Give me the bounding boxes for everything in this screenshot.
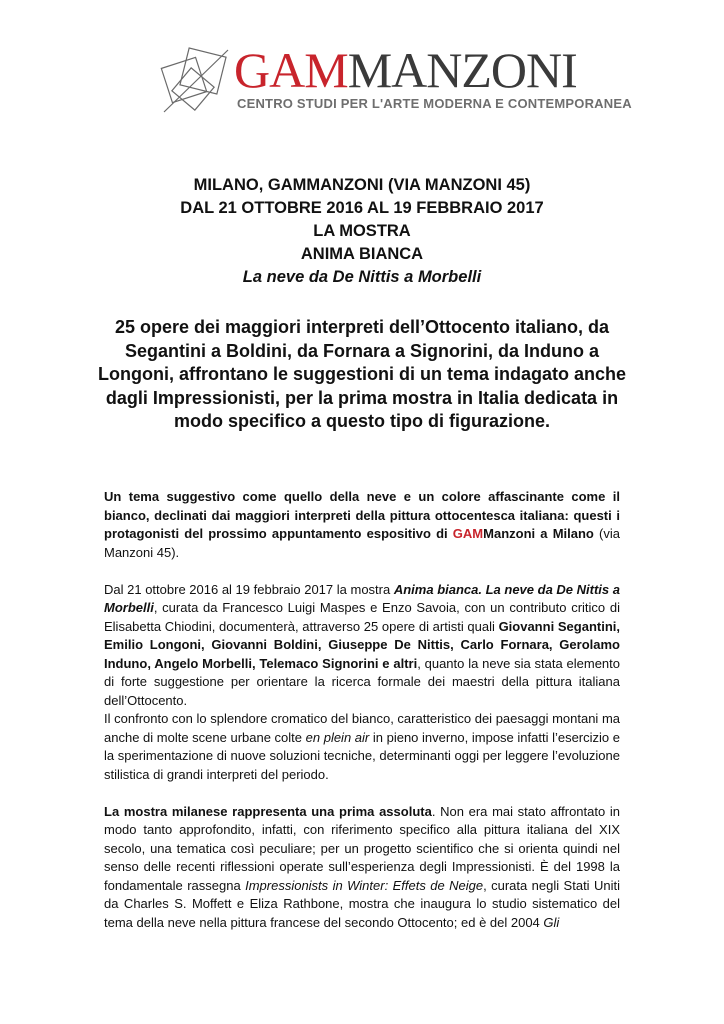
headline-line-3: LA MOSTRA (313, 222, 411, 240)
p2-exhibition-title: Anima bianca. La neve da De Nittis a Morbelli (104, 581, 620, 615)
headline-line-2: DAL 21 OTTOBRE 2016 AL 19 FEBBRAIO 2017 (180, 199, 544, 217)
p4-bold: La mostra milanese rappresenta una prima assoluta (104, 803, 432, 819)
logo-manzoni: MANZONI (347, 42, 577, 98)
p1-text-b: Manzoni a Milano (483, 526, 594, 541)
p3-text-a: Il confronto con lo splendore cromatico del bianco, caratteristico dei paesaggi montani ma anche di molte scene urbane colte (104, 711, 620, 745)
p2-text-c: , quanto la neve sia stata elemento di forte suggestione per orientare la ricerca formale dei maestri della pittura italiana dell’Ottocento. (104, 655, 621, 708)
p1-text-a: Un tema suggestivo come quello della neve e un colore affascinante come il bianco, declinati dai maggiori interpreti della pittura ottocentesca italiana: questi i protagonisti del prossimo appuntamento espositivo di (104, 489, 620, 541)
headline-line-5: La neve da De Nittis a Morbelli (242, 268, 482, 286)
p2-text-a: Dal 21 ottobre 2016 al 19 febbraio 2017 la mostra (104, 581, 394, 597)
p4-text-b: , curata negli Stati Uniti da Charles S. Moffett e Eliza Rathbone, mostra che inaugura lo studio sistematico del tema della neve nella pittura francese del secondo Ottocento; ed è del 2004 (104, 877, 620, 930)
subheading: 25 opere dei maggiori interpreti dell’Ottocento italiano, da Segantini a Boldini, da Fornara a Signorini, da Induno a Longoni, affrontano le suggestioni di un tema indagato anche dagli Impressionisti, per la prima mostra in Italia dedicata in modo specifico a questo tipo di figurazione. (97, 317, 626, 431)
logo-subtitle: CENTRO STUDI PER L'ARTE MODERNA E CONTEMPORANEA (237, 96, 632, 111)
p4-italic-title: Impressionists in Winter: Effets de Neige (245, 877, 484, 893)
p1-text-c: (via Manzoni 45). (104, 526, 620, 560)
headline-line-1: MILANO, GAMMANZONI (VIA MANZONI 45) (193, 176, 531, 194)
paragraph-1 (104, 488, 620, 562)
p4-italic-end: Gli (543, 914, 560, 930)
logo-squares-icon (158, 40, 238, 120)
p2-artists: Giovanni Segantini, Emilio Longoni, Giovanni Boldini, Giuseppe De Nittis, Carlo Fornara, Gerolamo Induno, Angelo Morbelli, Telemaco Signorini e altri (104, 618, 620, 671)
paragraph-4 (104, 803, 620, 933)
body-text (104, 488, 620, 932)
p3-italic: en plein air (305, 729, 370, 745)
p3-text-b: in pieno inverno, impose infatti l’esercizio e la sperimentazione di nuove soluzioni tecniche, determinanti oggi per leggere l’evoluzione stilistica di grandi interpreti del periodo. (104, 729, 620, 782)
logo-gam: GAM (234, 42, 348, 98)
headline (100, 174, 624, 289)
p1-gam: GAM (452, 526, 484, 541)
p2-text-b: , curata da Francesco Luigi Maspes e Enzo Savoia, con un contributo critico di Elisabetta Chiodini, documenterà, attraverso 25 opere di artisti quali (104, 600, 620, 634)
paragraph-2 (104, 581, 620, 711)
paragraph-3 (104, 710, 620, 784)
gammanzoni-logo (158, 40, 632, 120)
headline-line-4: ANIMA BIANCA (300, 245, 424, 263)
logo-wordmark (234, 44, 577, 96)
p4-text-a: . Non era mai stato affrontato in modo tanto approfondito, infatti, con riferimento specifico alla pittura italiana del XIX secolo, una tematica così peculiare; per un progetto scientifico che si orienta quindi nel senso delle recenti riflessioni operate sull’esperienza degli Impressionisti. È del 1998 la fondamentale rassegna (104, 803, 620, 893)
